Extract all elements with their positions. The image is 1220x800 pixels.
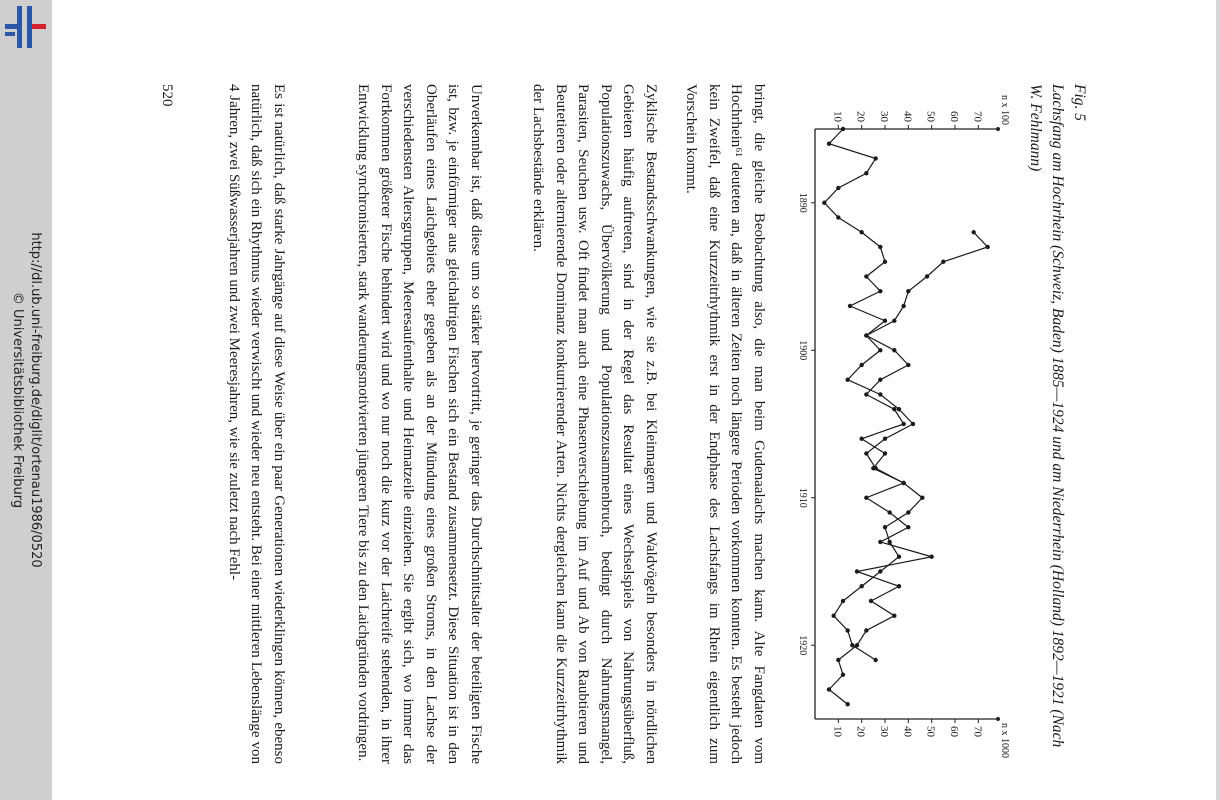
- data-point-s2-1906: [883, 437, 887, 441]
- data-point-s2-1899: [864, 333, 868, 337]
- data-point-s1-1918: [892, 614, 896, 618]
- data-point-s2-1917: [841, 599, 845, 603]
- y-tick-label-left: 30: [878, 111, 890, 122]
- y-tick-label-left: 40: [901, 111, 914, 122]
- y-axis-right-end: [996, 717, 1000, 721]
- data-point-s2-1902: [845, 378, 849, 382]
- data-point-s1-1900: [892, 348, 896, 352]
- data-point-s2-1898: [892, 319, 896, 323]
- x-tick-label: 1900: [797, 340, 808, 361]
- y-tick-label-left: 10: [831, 111, 844, 122]
- scanned-page: [52, 0, 1216, 800]
- y-axis-left-end: [996, 127, 1000, 131]
- data-point-s1-1906: [859, 437, 863, 441]
- paragraph-1: bringt, die gleiche Beobachtung also, die man beim Gudenaalachs machen kann. Alte Fangdaten vom Hochrhein⁶¹ deuteten an, daß in älteren Zeiten noch längere Perioden vorkommen konnten. Es besteht jedoch kein Zweifel, daß eine Kurzzeitrhythmik erst in der Endphase des Lachsfangs im Rhein eigentlich zum Vorschein kommt.: [683, 84, 767, 764]
- data-point-s1-1919: [864, 628, 868, 632]
- y-tick-label-right: 10: [831, 726, 844, 737]
- data-point-s1-1904: [892, 407, 896, 411]
- y-tick-label-right: 70: [971, 726, 984, 737]
- data-point-s1-1898: [883, 319, 887, 323]
- data-point-s2-1912: [883, 525, 887, 529]
- chart-series: [822, 127, 990, 707]
- data-point-s2-1914: [897, 555, 901, 559]
- data-point-s2-1893: [985, 245, 989, 249]
- data-point-s2-1920: [850, 643, 854, 647]
- y-tick-label-right: 20: [854, 726, 867, 737]
- y-tick-label-left: 50: [924, 111, 937, 122]
- data-point-s1-1916: [897, 584, 901, 588]
- paragraph-3: Unverkennbar ist, daß diese um so stärker hervortritt, je geringer das Durchschnittsalter der beteiligten Fische ist, bzw. je einförmiger aus gleichaltrigen Fischen sich ein Bestand zusammensetzt. Diese Situation ist in den Oberläufen eines Laichgebiets eher gegeben als an der Mündung eines großen Stroms, in den Lachse der verschiedensten Altersgruppen, Meeresaufenthalte und Heimatzeile einziehen. Sie ergibt sich, wo immer das Fortkommen größerer Fische behindert wird und wo nur noch die kurz vor der Laichreife stehenden, in ihrer Entwicklung synchronisierten, stark wanderungsmotivierten jüngeren Tiere bis zu den Laichgründen vordringen.: [355, 84, 484, 764]
- data-point-s2-1896: [906, 289, 910, 293]
- figure-label: Fig. 5: [1071, 84, 1088, 122]
- source-url-link[interactable]: http://dl.ub.uni-freiburg.de/diglit/ortenau1986/0520: [28, 232, 43, 568]
- data-point-s1-1895: [864, 274, 868, 278]
- data-point-s1-1903: [864, 392, 868, 396]
- data-point-s2-1901: [859, 363, 863, 367]
- data-point-s1-1894: [883, 260, 887, 264]
- data-point-s2-1892: [971, 230, 975, 234]
- y-tick-label-right: 60: [948, 726, 960, 737]
- figure-title: Lachsfang am Hochrhein (Schweiz, Baden) 1885—1924 und am Niederrhein (Holland) 1892—1921 (Nach W. Fehlmann): [1027, 84, 1066, 748]
- copyright-notice: © Universitätsbibliothek Freiburg: [10, 291, 25, 509]
- data-point-s2-1919: [845, 628, 849, 632]
- data-point-s1-1912: [906, 525, 910, 529]
- y-tick-label-left: 20: [854, 111, 867, 122]
- series-line-2: [834, 232, 988, 660]
- data-point-s1-1889: [836, 186, 840, 190]
- data-point-s2-1921: [873, 658, 877, 662]
- data-point-s1-1891: [836, 215, 840, 219]
- data-point-s1-1885: [841, 127, 845, 131]
- y-axis-left-unit: n x 100: [999, 95, 1010, 125]
- y-tick-label-right: 30: [878, 726, 890, 737]
- data-point-s1-1914: [929, 555, 933, 559]
- data-point-s2-1918: [831, 614, 835, 618]
- x-tick-label: 1890: [797, 192, 808, 213]
- data-point-s1-1892: [859, 230, 863, 234]
- y-tick-label-right: 50: [924, 726, 937, 737]
- chart-axes: [797, 95, 1010, 758]
- y-tick-label-right: 40: [901, 726, 914, 737]
- data-point-s2-1916: [859, 584, 863, 588]
- salmon-catch-chart: [797, 84, 1010, 764]
- data-point-s1-1905: [901, 422, 905, 426]
- data-point-s1-1910: [864, 496, 868, 500]
- data-point-s1-1907: [883, 451, 887, 455]
- series-line-1: [824, 129, 931, 704]
- data-point-s2-1897: [901, 304, 905, 308]
- data-point-s1-1924: [845, 702, 849, 706]
- data-point-s2-1895: [925, 274, 929, 278]
- data-point-s2-1915: [878, 569, 882, 573]
- data-point-s1-1902: [878, 378, 882, 382]
- x-tick-label: 1910: [797, 487, 808, 508]
- data-point-s1-1890: [822, 201, 826, 205]
- data-point-s1-1922: [841, 673, 845, 677]
- figure-caption: [1024, 84, 1090, 764]
- data-point-s2-1907: [864, 451, 868, 455]
- data-point-s2-1910: [920, 496, 924, 500]
- data-point-s2-1904: [897, 407, 901, 411]
- x-tick-label: 1920: [797, 635, 808, 656]
- paragraph-2: Zyklische Bestandsschwankungen, wie sie z.B. bei Kleinnagern und Waldvögeln besonders in nördlichen Gebieten häufig auftreten, sind in der Regel das Resultat eines Wechselspiels von Nahrungsüberfluß, Populationszuwachs, Übervölkerung und Populationszusammenbruch, bedingt durch Nahrungsmangel, Parasiten, Seuchen usw. Oft findet man auch eine Phasenverschiebung im Auf und Ab von Raubtieren und Beutetieren oder alternierende Dominanz konkurrierender Arten. Nichts dergleichen kann die Kurzzeitrhythmik der Lachsbestände erklären.: [530, 84, 659, 764]
- data-point-s1-1888: [864, 171, 868, 175]
- data-point-s2-1894: [941, 260, 945, 264]
- data-point-s1-1913: [878, 540, 882, 544]
- data-point-s2-1905: [911, 422, 915, 426]
- sidebar-credits: [0, 0, 52, 800]
- data-point-s2-1900: [878, 348, 882, 352]
- data-point-s2-1909: [901, 481, 905, 485]
- paragraph-4: Es ist natürlich, daß starke Jahrgänge auf diese Weise über ein paar Generationen wiederklingen können, ebenso natürlich, daß sich ein Rhythmus wieder verwischt und wieder neu entsteht. Bei einer mittleren Lebenslänge von 4 Jahren, zwei Süßwasserjahren und zwei Meeresjahren, wie sie zuletzt nach Fehl-: [226, 84, 287, 764]
- data-point-s1-1901: [906, 363, 910, 367]
- data-point-s2-1908: [873, 466, 877, 470]
- data-point-s1-1897: [848, 304, 852, 308]
- page-number: 520: [159, 84, 175, 107]
- y-axis-right-unit: n x 1000: [999, 723, 1010, 758]
- page-content: [115, 84, 1090, 764]
- data-point-s1-1886: [827, 142, 831, 146]
- data-point-s1-1893: [878, 245, 882, 249]
- y-tick-label-left: 60: [948, 111, 960, 122]
- page-edge: [1216, 0, 1220, 800]
- data-point-s2-1903: [878, 392, 882, 396]
- y-tick-label-left: 70: [971, 111, 984, 122]
- data-point-s1-1921: [836, 658, 840, 662]
- data-point-s1-1923: [827, 687, 831, 691]
- viewer-sidebar: [0, 0, 52, 800]
- data-point-s2-1911: [906, 510, 910, 514]
- data-point-s2-1913: [887, 540, 891, 544]
- data-point-s1-1911: [887, 510, 891, 514]
- data-point-s1-1915: [855, 569, 859, 573]
- data-point-s1-1887: [873, 156, 877, 160]
- data-point-s1-1896: [878, 289, 882, 293]
- data-point-s1-1917: [869, 599, 873, 603]
